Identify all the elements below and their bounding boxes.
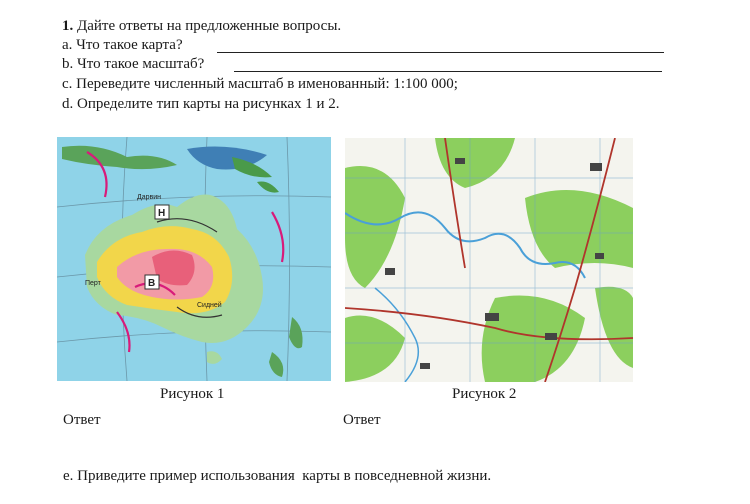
task-number: 1. [62,18,74,34]
low-pressure-label: В [148,278,156,289]
question-c-text: Переведите численный масштаб в именованный: 1:100 000; [76,76,458,92]
topographic-map [345,138,633,382]
task-title: Дайте ответы на предложенные вопросы. [77,18,342,34]
question-e [63,467,491,485]
question-d-text: Определите тип карты на рисунках 1 и 2. [77,96,340,112]
question-d [62,95,340,113]
question-b-text: Что такое масштаб? [77,56,205,72]
question-d-letter: d. [62,96,74,112]
question-a-text: Что такое карта? [76,37,183,53]
question-a [62,36,183,54]
figure-2-map [345,138,633,382]
city-label-perth: Перт [85,280,101,287]
figure-1-caption: Рисунок 1 [160,386,225,402]
question-a-letter: a. [62,37,73,53]
city-label-sydney: Сидней [197,302,222,309]
question-c-letter: c. [62,76,73,92]
question-e-letter: e. [63,468,74,484]
question-e-text: Приведите пример использования карты в повседневной жизни. [77,468,492,484]
high-pressure-label: Н [158,208,166,219]
figure-1-answer-label: Ответ [63,412,101,428]
question-b [62,55,204,73]
figure-2-caption: Рисунок 2 [452,386,517,402]
city-label-darwin: Дарвин [137,194,162,201]
question-b-letter: b. [62,56,74,72]
answer-line-b[interactable] [234,71,662,72]
answer-line-a[interactable] [217,52,664,53]
figure-1-map [57,137,331,381]
figure-2-answer-label: Ответ [343,412,381,428]
task-header [62,17,341,35]
australia-climate-map [57,137,331,381]
question-c [62,75,458,93]
